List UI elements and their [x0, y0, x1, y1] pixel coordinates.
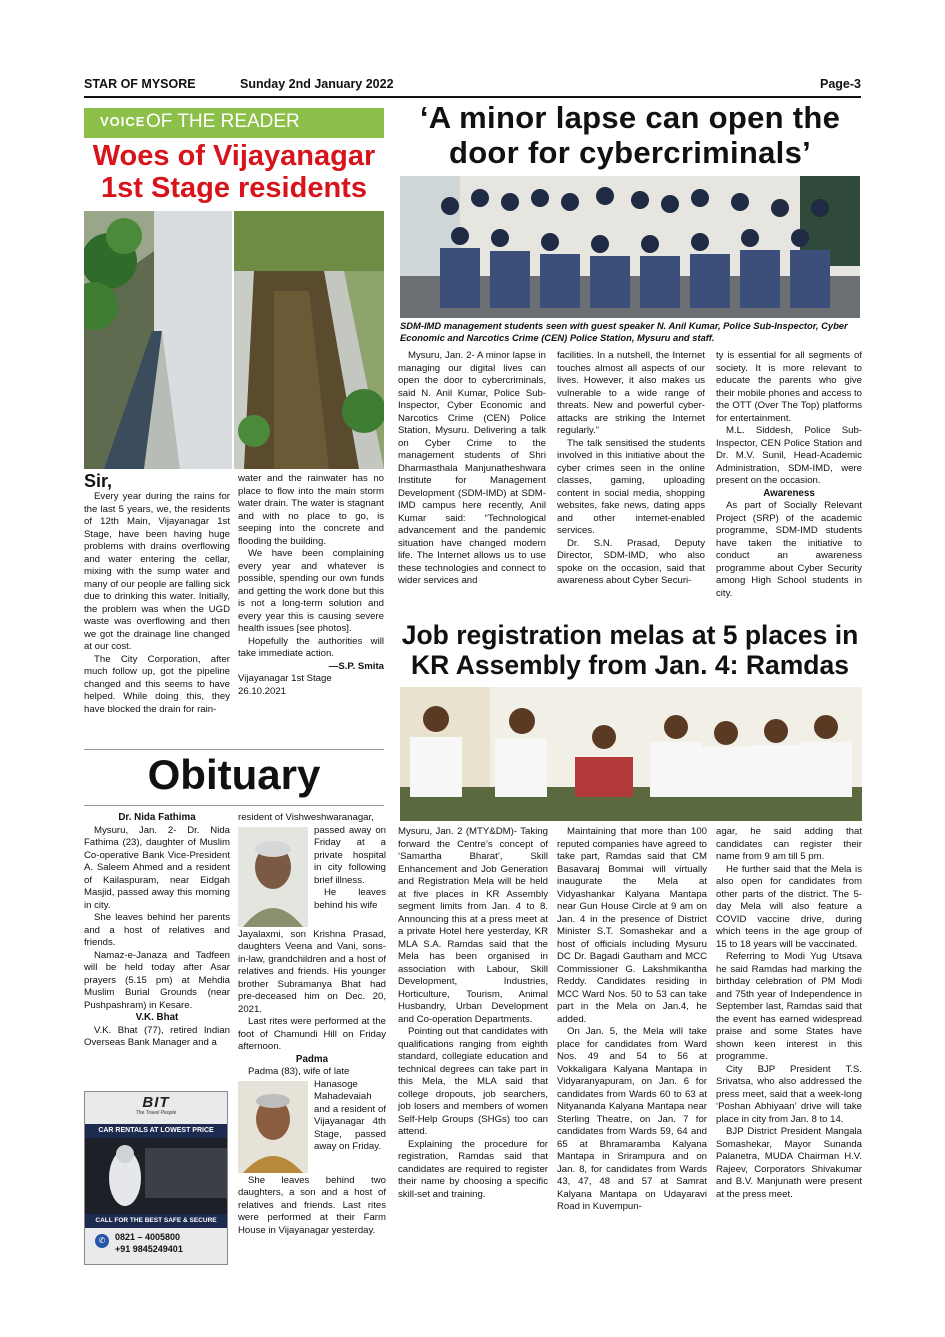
obituary-para: He leaves behind his wife: [314, 887, 386, 911]
cyber-photo-caption: SDM-IMD management students seen with guest speaker N. Anil Kumar, Police Sub-Inspector, Cyber Economic and Narcotics Crime (CEN) Police Station, Mysuru and staff.: [400, 320, 848, 343]
job-headline-line2: KR Assembly from Jan. 4: Ramdas: [411, 649, 849, 680]
job-press-meet-photo: [400, 687, 862, 821]
obituary-headline: Obituary: [147, 751, 321, 798]
obituary-bottom-rule: [84, 805, 384, 806]
job-col1: [398, 826, 548, 1266]
ad-phone1[interactable]: 0821 – 4005800: [115, 1232, 181, 1242]
voice-para: water and the rainwater has no place to flow into the main storm water drain. The water is stagnant and with no place to go, is seeping into the concrete and flooding the building.: [238, 473, 384, 547]
obituary-para: passed away on Friday at a private hospital in city following brief illness.: [314, 824, 386, 886]
obituary-para: Namaz-e-Janaza and Tadfeen will be held today after Asar prayers (5.15 pm) at Mehdia Muslim Burial Grounds (near Pushpashram) in Kesare.: [84, 949, 230, 1011]
ad-tagline: The Travel People: [135, 1110, 177, 1116]
cyber-group-photo: [400, 176, 860, 318]
obituary-para: Last rites were performed at the foot of Chamundi Hill on Friday afternoon.: [238, 1016, 386, 1052]
masthead: [84, 77, 861, 95]
phone-icon: ✆: [95, 1234, 109, 1248]
job-para: agar, he said adding that candidates can register their name from 9 am till 5 pm.: [716, 826, 862, 862]
job-para: Pointing out that candidates with qualifications ranging from eighth standard, collegiate education and technical degrees can take part in this Mela, the MLA said that college dropouts, job searchers, job losers and members of women Self-Help Groups (SHGs) too can attend.: [398, 1026, 548, 1137]
job-para: Explaining the procedure for registration, Ramdas said that candidates are required to register their name by choosing a specific skill-set and training.: [398, 1138, 548, 1200]
obituary-name: V.K. Bhat: [135, 1012, 179, 1023]
job-para: On Jan. 5, the Mela will take place for candidates from Ward Nos. 49 and 54 to 56 at Vokkaligara Kalyana Mantapa in Vidyaranyapuram, on Jan. 6 for candidates from Wards 60 to 63 at Nityananda Kalyana Mantapa near Sterling Theatre, on Jan. 7 for candidates from Wards 59, 64 and 65 at Bhramaramba Kalyana Mantapa in Srirampura and on Jan. 8, for candidates from Wards 43, 47, 48 and 57 at Samrat Kalyana Mantapa on Udayaravi Road in Kuvempun-: [557, 1026, 707, 1212]
job-para: BJP District President Mangala Somashekar, Mayor Sunanda Palanetra, MUDA Chairman H.V. Rajeev, Corporators Shivakumar and B.V. Manjunath were present at the press meet.: [716, 1126, 862, 1200]
voice-signature: —S.P. Smita: [328, 660, 384, 672]
voice-label-rest: OF THE READER: [146, 111, 300, 132]
voice-label-bar: [84, 108, 384, 138]
job-col3: [716, 826, 862, 1266]
cyber-para: M.L. Siddesh, Police Sub-Inspector, CEN Police Station and Dr. M.V. Sunil, Head-Academic Administration, SDM-IMD, were present on the occasion.: [716, 425, 862, 486]
ad-car-image: [85, 1138, 227, 1214]
voice-salutation-text: Sir,: [84, 473, 113, 491]
cyber-headline: [396, 101, 864, 170]
cyber-headline-line2: door for cybercriminals’: [448, 134, 812, 170]
voice-letter-date: 26.10.2021: [238, 685, 287, 697]
cyber-para: facilities. In a nutshell, the Internet touches almost all aspects of our lives. However, it also makes us vulnerable to a wide range of threats. New and powerful cyber-attacks are striking the Internet regularly.”: [557, 350, 705, 436]
cyber-para: As part of Socially Relevant Project (SRP) of the academic programme, SDM-IMD students have taken the initiative to conduct an awareness programme about Cyber Security among High School students in city.: [716, 500, 862, 599]
voice-headline-line1: Woes of Vijayanagar: [92, 140, 376, 172]
voice-para: Hopefully the authorities will take immediate action.: [238, 635, 384, 659]
voice-headline: [80, 140, 388, 205]
obituary-col1: [84, 812, 230, 1087]
voice-para: The City Corporation, after much follow up, got the pipeline changed and this seems to have helped. While doing this, they have blocked the drain for rain-: [84, 653, 230, 715]
cyber-col3: [716, 350, 862, 618]
voice-headline-line2: 1st Stage residents: [101, 172, 367, 205]
obituary-photo-vk-bhat: [238, 827, 308, 927]
obituary-para: She leaves behind two daughters, a son and a host of relatives and friends. Last rites were performed at their Farm House in Vijayanagar yesterday.: [238, 1174, 386, 1236]
voice-letter-col1: [84, 473, 230, 743]
job-headline: [396, 621, 864, 680]
voice-para: Every year during the rains for the last 5 years, we, the residents of 12th Main, Vijayanagar 1st Stage, have been having huge problems with drains overflowing and water entering the cellar, mixing with the sump water and many of our people are falling sick due to drinking this water. Initially, the problem was when the UGD waste was overflowing and then we got the drainage line changed at our cost.: [84, 491, 230, 652]
car-rental-ad[interactable]: [84, 1091, 228, 1265]
voice-address: Vijayanagar 1st Stage: [238, 673, 332, 684]
job-para: Mysuru, Jan. 2 (MTY&DM)- Taking forward the Centre’s concept of ‘Samartha Bharat’, Skill Enhancement and Job Generation and Registration Mela will be held at five places in KR Assembly segment limits from Jan. 4 to 8. Announcing this at a press meet at a private Hotel here yesterday, KR MLA S.A. Ramdas said that the Mela has been organised in association with Labour, Skill Development, Industries, Horticulture, Tourism, Animal Husbandry, Urban Development and Co-operation Departments.: [398, 826, 548, 1025]
cyber-col1: [398, 350, 546, 618]
obituary-top-rule: [84, 749, 384, 750]
obituary-para: resident of Vishweshwaranagar,: [238, 812, 374, 823]
obituary-name: Padma: [295, 1053, 329, 1065]
voice-label-bold: VOICE: [100, 114, 146, 129]
cyber-para: ty is essential for all segments of society. It is more relevant to educate the parents who give their mobile phones and access to the OTT (Over The Top) platforms for entertainment.: [716, 350, 862, 424]
drain-photo-left: [84, 211, 232, 469]
obituary-para: She leaves behind her parents and a host of relatives and friends.: [84, 912, 230, 948]
cyber-headline-line1: ‘A minor lapse can open the: [419, 100, 841, 135]
obituary-name: Dr. Nida Fathima: [118, 812, 196, 823]
paper-name: STAR OF MYSORE: [84, 77, 196, 91]
ad-logo: BIT: [142, 1094, 170, 1111]
voice-letter-col2: [238, 473, 384, 743]
ad-top-banner: CAR RENTALS AT LOWEST PRICE: [85, 1124, 227, 1138]
cyber-col2: [557, 350, 705, 618]
issue-date: Sunday 2nd January 2022: [240, 77, 394, 91]
page-number: Page-3: [820, 77, 861, 91]
ad-phone2[interactable]: +91 9845249401: [115, 1244, 183, 1254]
ad-bottom-banner: CALL FOR THE BEST SAFE & SECURE: [85, 1214, 227, 1228]
obituary-col2: [238, 812, 386, 1267]
masthead-rule: [84, 96, 861, 98]
job-headline-line1: Job registration melas at 5 places in: [401, 620, 859, 650]
job-para: He further said that the Mela is also open for candidates from other parts of the district. The 5-day Mela will also feature a COVID vaccine drive, during which teens in the age group of 15 to 18 years will be vaccinated.: [716, 863, 862, 950]
cyber-para: The talk sensitised the students involved in this initiative about the cyber crimes seen in the online classes, gaming, uploading content in social media, shopping websites, fake news, dating apps and other internet-enabled services.: [557, 437, 705, 536]
voice-para: We have been complaining every year and whatever is possible, spending our own funds and getting the work done but this is not a long-term solution and every year this is causing severe health issues [see photos].: [238, 548, 384, 634]
job-para: Referring to Modi Yug Utsava he said Ramdas had marking the birthday celebration of PM Modi and 75th year of Independence in September last, Ramdas said that the event has earned widespread praise and some States have shown keen interest in this programme.: [716, 951, 862, 1062]
job-para: City BJP President T.S. Srivatsa, who also addressed the press meet, said that a week-long ‘Poshan Abhiyaan’ drive will take place in city from Jan. 8 to 14.: [716, 1063, 862, 1125]
job-col2: [557, 826, 707, 1266]
obituary-para: Jayalaxmi, son Krishna Prasad, daughters Veena and Vani, sons-in-law, grandchildren and a host of relatives and friends. His younger brother Subramanya Bhat had pre-deceased him on Dec. 20, 2021.: [238, 928, 386, 1015]
obituary-para: V.K. Bhat (77), retired Indian Overseas Bank Manager and a: [84, 1024, 230, 1048]
obituary-photo-padma: [238, 1081, 308, 1173]
cyber-subhead: Awareness: [763, 487, 815, 499]
obituary-para: Padma (83), wife of late: [248, 1066, 350, 1077]
drain-photo-right: [234, 211, 384, 469]
cyber-para: Dr. S.N. Prasad, Deputy Director, SDM-IMD, who also spoke on the occasion, said that awareness about Cyber Securi-: [557, 537, 705, 586]
obituary-para: Hanasoge Mahadevaiah and a resident of Vijayanagar 4th Stage, passed away on Friday.: [314, 1078, 386, 1152]
job-para: Maintaining that more than 100 reputed companies have agreed to take part, Ramdas said that CM Basavaraj Bommai will virtually inaugurate the Mela at Vidyashankar Kalyana Mantapa near Gun House Circle at 9 am on Jan. 4 in the presence of District Minister S.T. Somashekar and a host of officials including Mysuru DC Dr. Bagadi Gautham and MCC Commissioner G. Lakshmikantha Reddy. Candidates residing in MCC Ward Nos. 50 to 53 can take part in the Mela on Jan.4, he added.: [557, 826, 707, 1025]
cyber-para: Mysuru, Jan. 2- A minor lapse in managing our digital lives can open the door to cybercriminals, said N. Anil Kumar, Police Sub-Inspector, Cyber Economic and Narcotics Crime (CEN) Police Station, Mysuru. Delivering a talk on Cyber Crime to the management students of Shri Dharmasthala Manjunatheshwara Institute for Management Development (SDM-IMD) at SDM-IMD campus here recently, Anil Kumar said: “Technological advancement and the pandemic situation have changed modern life. The Internet allows us to use these technologies and connect to wider services and: [398, 350, 546, 586]
obituary-para: Mysuru, Jan. 2- Dr. Nida Fathima (23), daughter of Muslim Co-operative Bank Vice-President A. Saleem Ahmed and a resident of Kailaspuram, near Eidgah Masjid, passed away this morning in city.: [84, 824, 230, 911]
